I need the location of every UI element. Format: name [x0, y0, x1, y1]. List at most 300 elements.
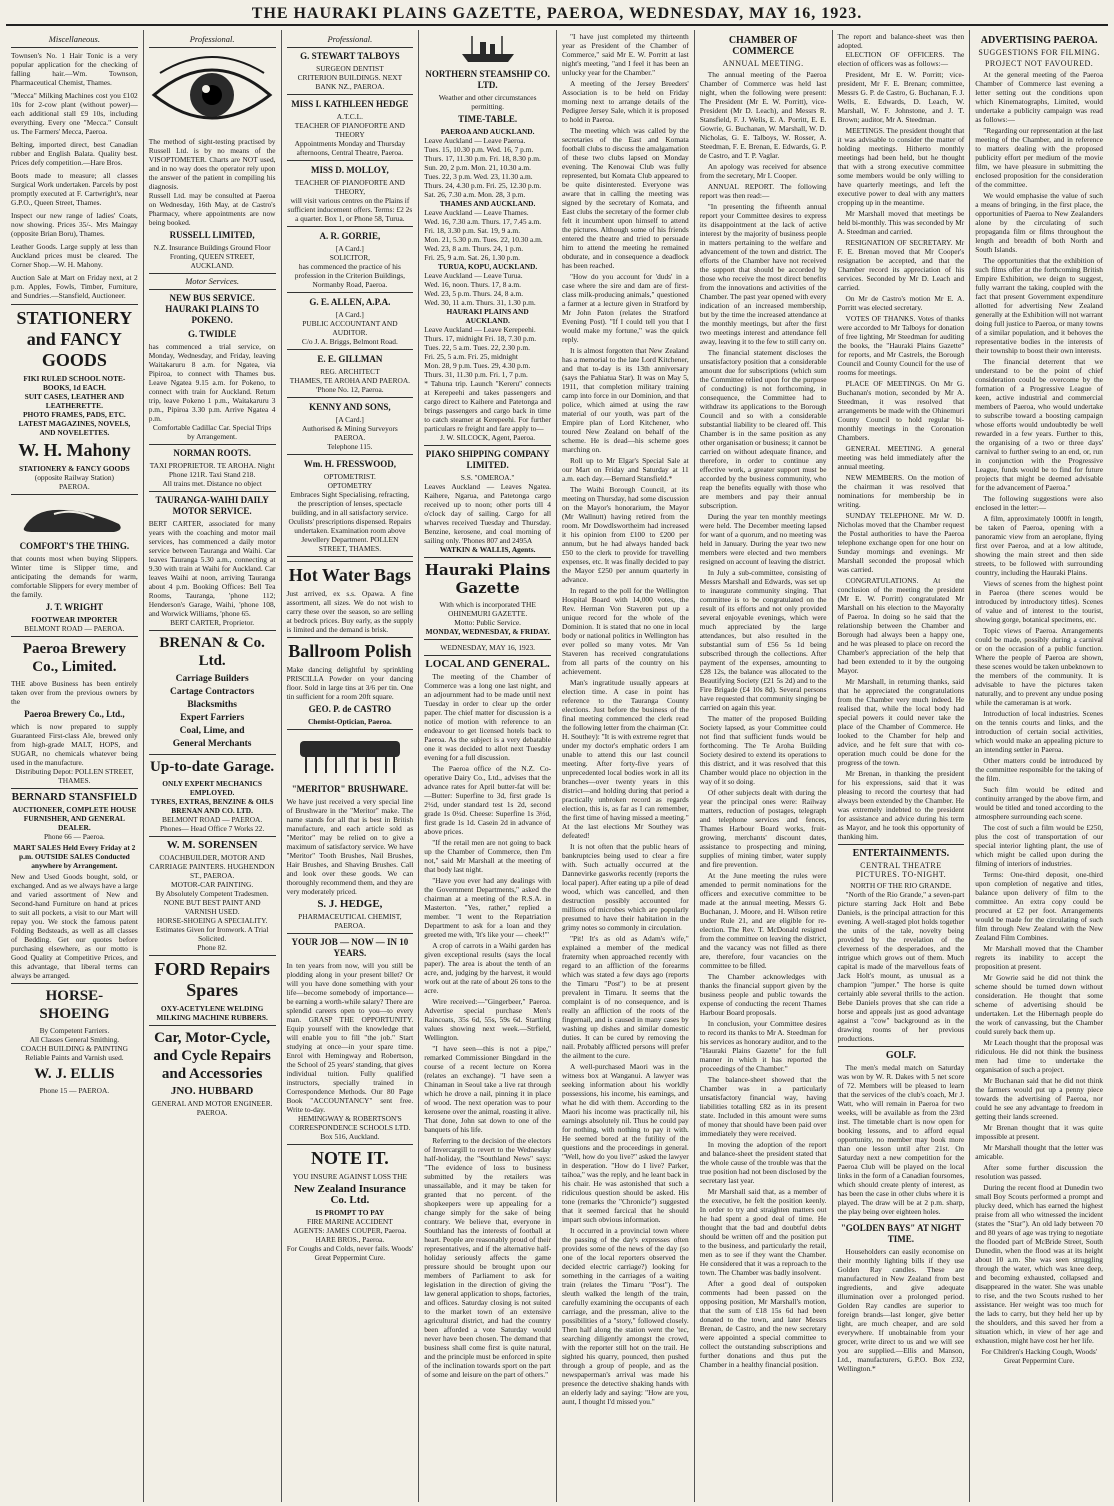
news-paragraph: "Pit! It's as old as Adam's wife," explained a member of the medical fraternity when approached recently with regard to an affliction of the forearms which was stated a few days ago (reports the Timaru "Post") to be at present prevalent in Timaru. It seems that the complaint is of no consequence, and is really an affliction of the roots of the fingernail, and is caused in many cases by washing up dishes and similar domestic duties. It can be cured by removing the nail. Probably afflicted persons will prefer the ailment to the cure. — [562, 934, 689, 1060]
timetable-note: * Tahuna trip. Launch "Kereru" connects at Kerepeehi and takes passengers and cargo direct to Kaihere and Patetonga and brings passengers and cargo back in time to catch steamer at Kerepeehi. For further particulars re freight and fare apply to— — [424, 379, 551, 433]
news-paragraph: PLACE OF MEETINGS. On Mr G. Buchanan's motion, seconded by Mr A. Steedman, it was resolved that arrangements be made with the Ohinemuri County Council to hold regular bi-monthly meetings in the Coronation Chambers. — [837, 379, 965, 442]
notice-item: Belting, imported direct, best Canadian rubber and English Balata. Quality best. Prices defy competition.—Hare Bros. — [11, 140, 138, 167]
slipper-illustration — [11, 498, 138, 538]
brenan-line: Cartage Contractors — [170, 687, 255, 697]
timetable-row: Fri. 25, 5 a.m. Fri. 25, midnight — [424, 352, 518, 361]
card-line: will visit various centres on the Plains if sufficient inducement offers. Terms: £2 2s a quarter. Box 1, or Phone 58, Turua. — [287, 196, 413, 223]
timetable-row: Leave Auckland — Leave Kerepeehi. — [424, 325, 536, 334]
card-line: OPTOMETRY — [327, 481, 373, 490]
professional-card — [287, 51, 414, 95]
note-sub: YOU INSURE AGAINST LOSS THE — [292, 1172, 408, 1181]
timetable-agent: J. W. SILCOCK, Agent, Paeroa. — [440, 433, 536, 442]
horse-shoeing-heading: HORSE-SHOEING — [39, 988, 110, 1022]
sorensen-line: By Absolutely Competent Tradesmen. — [155, 889, 269, 898]
nz-insurance-line: FIRE MARINE ACCIDENT — [306, 1217, 393, 1226]
mahony-name: W. H. Mahony — [18, 440, 131, 460]
hot-water-text: Just arrived, ex s.s. Opawa. A fine assortment, all sizes. We do not wish to carry these over the season, so are selling at bedrock prices. Buy early, as the supply is limited and the demand is brisk. — [286, 589, 414, 634]
news-paragraph: The annual meeting of the Paeroa Chamber of Commerce was held last night, when the following were present: The President (Mr E. W. Porritt), vice-President (Mr D. Leach), and Messrs R. Stansfield, F. J. Wells, E. A. Porritt, E. E. Gowrie, G. Buchanan, W. Marshall, W. D. Nicholas, G. E. Talboys, W. Rosser, A. Steedman, F. E. Brenan, E. Edwards, G. P. de Castro, and T. P. Vaglar. — [699, 70, 827, 160]
news-paragraph: The opportunities that the exhibition of such films offer at the forthcoming British Empire Exhibition, we deign to suggest, fully warrant the taking, coupled with the fact that present Government expenditure allotted for advertising New Zealand generally at the Exhibition will not warrant doing full justice to Paeroa, or many towns of a similar population, and it behoves the representative bodies in the interests of their township to boost their own interests. — [975, 256, 1103, 355]
brenan-line: General Merchants — [172, 739, 252, 749]
timetable-1-head: PAEROA AND AUCKLAND. — [440, 127, 535, 136]
section-heading: Miscellaneous. — [48, 34, 100, 44]
timetable-1 — [424, 136, 551, 199]
news-paragraph: At the general meeting of the Paeroa Chamber of Commerce last evening a letter setting out the conditions upon which Kinematographs, Limited, would undertake a publicity campaign was read as follows:— — [975, 70, 1103, 124]
column-6 — [695, 30, 833, 1502]
mahony-address: (opposite Railway Station) — [34, 473, 114, 482]
gazette-title: Hauraki Plains Gazette — [424, 561, 551, 597]
news-paragraph: Views of scenes from the highest point in Paeroa (there scenes would be introduced by introductory titles). Scenes of value and of interest to the tourist, showing gorge, botanical specimens, etc. — [975, 579, 1103, 624]
news-paragraph: Mr Brenan, in thanking the president for his expressions, said that it was pleasing to record the courtesy that had always been extended by the Chamber. He was extremely indebted to the president for assistance and advice during his term as Mayor, and he took this opportunity of thanking him. — [837, 769, 965, 841]
advertising-body — [975, 70, 1103, 1345]
timetable-4-head: HAURAKI PLAINS AND AUCKLAND. — [446, 307, 529, 325]
news-paragraph: The Waihi Borough Council, at its meeting on Thursday, had some discussion on the Mayor's honorarium, the Mayor (Mr Wallnutt) having retired from the room. Mr Dowdlswortheim had increased it his opinion from £100 to £200 per annum, but he had always handed back £50 to the clerk to provide for travelling expenses, etc. It was finally decided to pay the Mayor £250 per annum quarterly in advance. — [562, 485, 689, 584]
garage-line: ONLY EXPERT MECHANICS EMPLOYED. — [162, 779, 262, 797]
card-line: Embraces Sight Specialising, refracting, the prescription of lenses, spectacle building, and in all satisfactory service. Oculists' prescriptions dispensed. Repairs undertaken. Examination room above Jewellery Department. POLLEN STREET, THAMES. — [288, 490, 412, 553]
column-7 — [833, 30, 971, 1502]
garage-heading: Up-to-date Garage. — [150, 759, 275, 775]
news-paragraph: The meeting which was called by the secretaries of the East and Komata football clubs to discuss the amalgamation of these two clubs lapsed on Monday evening. The Kenowai Club was fully represented, but Komata Club appeared to be quite disinterested. Everyone was aware that in calling the meeting was signed by the secretary of Komata, and East clubs the secretary of the former club felt it incumbent upon himself to attend the pictures. Although some of his friends entered the theatre and tried to persuade him to attend the meeting he remained obdurate, and in consequence a deadlock has been reached. — [562, 126, 689, 270]
news-paragraph: Mr Marshall moved that meetings be held bi-monthly. This was seconded by Mr A. Steedman and carried. — [837, 209, 965, 236]
news-paragraph: ANNUAL REPORT. The following report was then read:— — [699, 182, 827, 200]
column-1 — [6, 30, 144, 1502]
horse-shoeing-list — [11, 1035, 138, 1062]
stationery-line: LATEST MAGAZINES, NOVELS, AND NOVELETTES. — [18, 419, 131, 437]
news-paragraph: A well-purchased Maori was in the witness box at Wanganui. A lawyer was seeking information about his worldly possessions, his income, his earnings, and what he did with them. According to the Maori his income was practically nil, his earnings absolutely nil. Thus he could pay for nothing, with nothing to pay it with. He seemed bored at the futility of the questions and the proceedings in general. "Well, how do you live?" asked the lawyer in desperation. "How do I live? Parker, taihoa," was the reply, and he leant back in his chair. He was astonished that such a ridiculous question should be asked. His tone (remarks the "Chronicle") suggested that it seemed farcical that he should impart such obvious information. — [562, 1062, 689, 1224]
brenan-line: Coal, Lime, and — [179, 726, 245, 736]
ballroom-heading: Ballroom Polish — [288, 641, 412, 661]
news-paragraph: Terms: One-third deposit, one-third upon completion of negative and titles, balance upon delivery of film to the committee. An extra copy could be procured at £2 per foot. Arrangements would be made for the circulating of such film through New Zealand with the New Zealand Film Combines. — [975, 870, 1103, 942]
meritor-title: "MERITOR" BRUSHWARE. — [291, 784, 409, 794]
news-paragraph: Mr Brenan thought that it was quite impossible at present. — [975, 1123, 1103, 1141]
card-line: Appointments Monday and Thursday afternoons, Central Theatre, Paeroa. — [294, 139, 406, 157]
lead-text: The report and balance-sheet was then adopted. — [837, 32, 965, 50]
card-name: KENNY AND SONS, — [309, 402, 391, 412]
professional-cards — [287, 51, 414, 557]
sorensen-name: W. M. SORENSEN — [166, 839, 258, 851]
decastro-name: GEO. P. de CASTRO — [308, 704, 392, 714]
hubbard-name: JNO. HUBBARD — [170, 1085, 254, 1097]
mahony-sub: STATIONERY & FANCY GOODS — [19, 464, 130, 473]
news-paragraph: The matter of the proposed Building Society lapsed, as your Committee could not find that sufficient funds would be forthcoming. The Te Aroha Building Society desired to extend its operations to this district, and it was resolved that this Chamber would place no objection in the way of it so doing. — [699, 714, 827, 786]
gazette-motto: Motto: Public Service. — [454, 618, 521, 627]
card-line: A.T.C.L. — [336, 112, 363, 121]
meritor-text: We have just received a very special line of Brushware in the "Meritor" make. The name stands for all that is best in British manufacture, and each article sold as "Meritor" may be relied on to give a maximum of satisfactory service. We have "Meritor" Tooth Brushes, Nail Brushes, Hair Brushes, and Shaving Brushes. Call and look over these goods. We can thoroughly recommend them, and they are very moderately priced. — [286, 797, 414, 896]
timetable-row: Wed. 23, 8 a.m. Thurs. 24, 1 p.m. — [424, 244, 524, 253]
piako-agent: WATKIN & WALLIS, Agents. — [439, 545, 536, 554]
news-paragraph: A film, approximately 1000ft in length, be taken of Paeroa, opening with a panoramic view from an aeroplane, flying first over Paeroa, and at a low altitude, showing the main street and then side streets, to be followed with surrounding country, including the Hauraki Plains. — [975, 514, 1103, 577]
news-paragraph: VOTES OF THANKS. Votes of thanks were accorded to Mr Talboys for donation of free lighting, Mr Steedman for auditing the books, the "Hauraki Plains Gazette" for reports, and Mr Castrels, the Borough Council and County Council for the use of rooms for meetings. — [837, 314, 965, 377]
news-paragraph: ELECTION OF OFFICERS. The election of officers was as follows:— — [837, 50, 965, 68]
card-name: G. STEWART TALBOYS — [300, 51, 400, 61]
news-paragraph: Mr Buchanan said that he did not think the farmers would put up a penny piece towards the advertising of Paeroa, nor could he see any advantage to freedom in getting their lands screened. — [975, 1076, 1103, 1121]
news-paragraph: In regard to the poll for the Wellington Hospital Board with 14,000 votes, the Rev. Herman Von Staveren put up a unique record for the whole of the Dominion. It is stated that no one in local body or national politics in Wellington has ever polled so many votes. Mr Van Staveren has received congratulations from all parts of the country on his achievement. — [562, 586, 689, 676]
news-paragraph: During the year ten monthly meetings were held. The December meeting lapsed for want of a quorum, and no meeting was held in January. During the year two new members were elected and two members resigned on account of leaving the district. — [699, 512, 827, 566]
column-8 — [970, 30, 1108, 1502]
horse-shoeing-sub: By Competent Farriers. — [39, 1026, 110, 1035]
russell-address: N.Z. Insurance Buildings Ground Floor Fronting, QUEEN STREET, AUCKLAND. — [153, 243, 271, 270]
advertising-sub: SUGGESTIONS FOR FILMING. — [978, 48, 1100, 57]
brewery-text-2: which is now prepared to supply Guaranteed First-class Ale, brewed only from high-grade MALT, HOPS, and SUGAR, no chemicals whatever being used in the manufacture. — [11, 722, 138, 767]
wright-name: J. T. WRIGHT — [45, 602, 104, 612]
card-line: REG. ARCHITECT — [320, 367, 380, 376]
notice-item: Townsen's No. 1 Hair Tonic is a very popular application for the checking of falling hair.—Wm. Townson, Pharmaceutical Chemist, Thames. — [11, 51, 138, 87]
roots-name: NORMAN ROOTS. — [173, 448, 251, 458]
news-paragraph: "I have just completed my thirteenth year as President of the Chamber of Commerce," said Mr E. W. Porritt at last night's meeting, "and I feel it has been an unlucky year for the Chamber." — [562, 32, 689, 77]
brenan-line: Expert Farriers — [180, 713, 245, 723]
hubbard-sub: GENERAL AND MOTOR ENGINEER. PAEROA. — [151, 1099, 273, 1117]
timetable-title: TIME-TABLE. — [458, 114, 518, 124]
card-line: 'Phone No. 12, Paeroa. — [316, 385, 384, 394]
news-paragraph: Other matters could be introduced by the committee responsible for the taking of the film. — [975, 756, 1103, 783]
stationery-list — [11, 374, 138, 437]
news-paragraph: SUNDAY TELEPHONE. Mr W. D. Nicholas moved that the Chamber request the Postal authorities to have the Paeroa telephone exchange open for one hour on Sunday mornings and evenings. Mr Marshall seconded the proposal which was carried. — [837, 511, 965, 574]
bus-title: NEW BUS SERVICE. HAURAKI PLAINS TO POKENO. — [165, 293, 259, 325]
horse-shoeing-line: Reliable Paints and Varnish used. — [25, 1053, 124, 1062]
news-paragraph: We would emphasise the value of such a means of bringing, in the first place, the opportunities of Paeroa to New Zealanders alone by the circulating of such propaganda film or films throughout the length and breadth of both North and South Islands. — [975, 191, 1103, 254]
notice-list — [11, 51, 138, 300]
professional-card — [287, 231, 414, 293]
timetable-row: Leave Auckland — Leave Paeroa. — [424, 136, 526, 145]
news-paragraph: "I have seen—this is not a pipe," remarked Commissioner Bingdard in the course of a recent lecture on Korea (relates an exchange). "I have seen a Chinaman in Seoul take a live rat through which he drove a nail, pinning it in place of wood. The next operation was to pour kerosene over the animal, roasting it alive. That done, John sat down to one of the banquets of his life. — [424, 1044, 551, 1134]
hr-name: HEMINGWAY & ROBERTSON'S CORRESPONDENCE SCHOOLS LTD. Box 516, Auckland. — [289, 1114, 411, 1141]
ballroom-text: Make dancing delightful by sprinkling PRISCILLA Powder on your dancing floor. Sold in large tins at 3/6 per tin. One tin sufficient for a room 20ft square. — [286, 665, 414, 701]
news-paragraph: The cost of such a film would be £250, plus the cost of transportation of our special interior lighting plant, the use of which might be called upon during the filming of interiors of industries. — [975, 823, 1103, 868]
horse-shoeing-line: All Classes General Smithing. — [29, 1035, 120, 1044]
news-paragraph: Mr Gowrie said he did not think the scheme should be turned down without consideration. He thought that some scheme of advertising should be undertaken. Let the Hibernagh people do the work of canvassing, but the Chamber could surely back them up. — [975, 973, 1103, 1036]
news-paragraph: "In presenting the fifteenth annual report your Committee desires to express its disappointment at the lack of active interest by the majority of business people in matters pertaining to the welfare and advancement of the town and district. The efforts of the Chamber have not received the support that should be accorded by those who receive the most direct benefits from the innovations and activities of the Chamber. The past year opened with every indication of an increased membership, but by the time the increased attendance at the monthly meetings, but after the first two meetings interest and attendance fell away, leaving it to the few to still carry on. — [699, 202, 827, 346]
stansfield-sub: AUCTIONEER, COMPLETE HOUSE FURNISHER, AND GENERAL DEALER. — [12, 805, 137, 832]
card-line: has commenced the practice of his profession in the Criterion Buildings, Normanby Road, Paeroa. — [294, 262, 405, 289]
professional-card — [287, 165, 414, 227]
news-paragraph: Man's ingratitude usually appears at election time. A case in point has reference to the Tauranga County elections. Just before the business of the final meeting commenced the clerk read the following letter from the chairman (Cr. H. Southey): "It is with extreme regret that under my doctor's emphatic orders I am unable to attend this our last council meeting. After forty-five years of unprecedented local bodies work in all its branches—over twenty years in this district—and holding during that period a practically unbroken record as regards election, this is, as far as I can remember, the first time of having missed a meeting." At the last elections Mr Southey was defeated! — [562, 678, 689, 840]
timetable-row: Tues. 22, 5 a.m. Tues. 22, 2.30 p.m. — [424, 343, 530, 352]
card-line: Telephone 115. — [327, 442, 373, 451]
news-paragraph: "Regarding our representation at the last meeting of the Chamber, and in reference to matters dealing with the proposed publicity effort per medium of the movie film, we have pleasure in submitting the enclosed proposition for the consideration of the committee. — [975, 126, 1103, 189]
card-line: TEACHER OF PIANOFORTE AND THEORY, — [294, 178, 405, 196]
advertising-foot: For Children's Hacking Cough, Woods' Great Peppermint Cure. — [981, 1347, 1098, 1365]
news-paragraph: RESIGNATION OF SECRETARY. Mr F. E. Brenan moved that Mr Cooper's resignation be accepted, and that the Chamber record its appreciation of his services. Seconded by Mr D. Leach and carried. — [837, 238, 965, 292]
decastro-sub: Chemist-Optician, Paeroa. — [307, 717, 392, 726]
notice-item: Boots made to measure; all classes Surgical Work undertaken. Parcels by post promptly executed at F. Cartwright's, near G.P.O., Queen Street, Thames. — [11, 171, 138, 207]
news-paragraph: Mr Marshall said that, as a member of the executive, he felt the position keenly. In order to try and straighten matters out he had spent a good deal of time. He thought that the bad and doubtful debts should be written off and the position put to the business, and particularly the retail, men as to see if they want the Chamber. He considered that it was a reproach to the town. The Chamber was badly insolvent. — [699, 1187, 827, 1277]
news-paragraph: In conclusion, your Committee desires to record its thanks to Mr A. Steedman for his services as honorary auditor, and to the "Hauraki Plains Gazette" for the full manner in which it has reported the proceedings of the Chamber." — [699, 1019, 827, 1073]
steamship-illustration — [424, 32, 551, 66]
news-paragraph: The meeting of the Chamber of Commerce was a long one last night, and an adjournment had to be made until next Tuesday in order to clear up the order paper. The chief matter for discussion is a notice of motion with reference to an endeavour to get licensed hotels back to Paeroa. As the subject is a very debatable one it was decided to allot next Tuesday evening for a full discussion. — [424, 672, 551, 762]
hedge-sub: PHARMACEUTICAL CHEMIST, PAEROA. — [298, 912, 402, 930]
sorensen-sub: COACHBUILDER, MOTOR AND CARRIAGE PAINTERS. HUGHENDON ST., PAEROA. — [149, 853, 275, 880]
column-2 — [144, 30, 282, 1502]
card-name: MISS D. MOLLOY, — [311, 165, 389, 175]
garage-list — [149, 779, 276, 806]
timetable-row: Sun. 20, 2 p.m. Mon. 21, 10.30 a.m. — [424, 163, 532, 172]
news-paragraph: During the recent flood at Dunedin two small Boy Scouts performed a prompt and plucky deed, which has earned the highest praise from all who witnessed the incident (states the "Star"). An old lady between 70 and 80 years of age was trying to negotiate the flooded part of McBride Street, South Dunedin, when the flood was at its height about 10 a.m. She was seen struggling through the water, which was knee deep, and becoming exhausted, collapsed and disappeared in the water. She was unable to rise, and the two Scouts rushed to her assistance. Her weight was too much for the lads to carry, but they held her up by the shoulders, and this saved her from a situation which, in view of her age and exhaustion, might have cost her her life. — [975, 1183, 1103, 1345]
section-heading: Professional. — [327, 34, 373, 44]
timetable-row: Mon. 28, 9 p.m. Tues. 29, 4.30 p.m. — [424, 361, 531, 370]
brewery-name: Paeroa Brewery Co., Ltd., — [24, 709, 125, 719]
mahony-town: PAEROA. — [59, 482, 90, 491]
chamber-sub: ANNUAL MEETING. — [722, 59, 804, 68]
timetable-2-head: THAMES AND AUCKLAND. — [439, 199, 536, 208]
hot-water-heading: Hot Water Bags — [288, 565, 412, 585]
ford-line: MILKING MACHINE RUBBERS. — [156, 1013, 268, 1022]
card-line: PUBLIC ACCOUNTANT AND AUDITOR. — [302, 319, 398, 337]
golden-bays-text: Householders can easily economise on their monthly lighting bills if they use Golden Ray candles. These are manufactured in New Zealand from best ingredients, and give adequate illumination over a prolonged period. Golden Ray candles are superior to foreign brands—last longer, give better light, are much cheaper, and are sold everywhere. If unobtainable from your grocer, write direct to us and we will see you are supplied.—Ellis and Manson, Ltd., manufacturers, G.P.O. Box 232, Wellington.* — [837, 1247, 965, 1373]
stationery-line: PHOTO FRAMES, PADS, ETC. — [22, 410, 126, 419]
card-name: G. E. ALLEN, A.P.A. — [309, 297, 391, 307]
news-paragraph: Mr Marshall, in returning thanks, said that he appreciated the congratulations from the Chamber very much indeed. He realised that, while the local body had special powers it could never take the place of the Chamber of Commerce. He looked to the Chamber for help and advice, and he felt sure that with co-operation much could be done for the progress of the town. — [837, 677, 965, 767]
card-line: SOLICITOR, — [329, 253, 371, 262]
news-paragraph: Mr Marshall thought that the letter was amicable. — [975, 1143, 1103, 1161]
brewery-text: THE above Business has been entirely taken over from the previous owners by the — [11, 679, 138, 706]
timetable-row: Leave Auckland — Leave Turua. — [424, 271, 523, 280]
garage-name: BRENAN AND CO. LTD. — [171, 806, 253, 815]
roots-text: All trains met. Distance no object — [162, 479, 262, 488]
news-paragraph: The Paeroa office of the N.Z. Co-operative Dairy Co., Ltd., advises that the advance rates for April butter-fat will be:—Butter: Superfine to 3d, first grade 1s 2½d, under standard test 1s 2d, second grade 1s 0½d. Cheese: Superfine 1s 3½d, first grade 1s 1d. Casein 2d in advance of above prices. — [424, 764, 551, 836]
card-line: SURGEON DENTIST — [316, 64, 384, 73]
card-line: CRITERION BUILDINGS. NEXT BANK NZ., PAEROA. — [297, 73, 403, 91]
ellis-name: W. J. ELLIS — [34, 1066, 115, 1082]
brush-illustration — [287, 733, 414, 781]
news-paragraph: Roll up to Mr Elgar's Special Sale at our Mart on Friday and Saturday at 11 a.m. each day.—Bernard Stansfield.* — [562, 456, 689, 483]
news-paragraph: A crop of carrots in a Waihi garden has given exceptional results (says the local paper). The area is about the tenth of an acre, and, judging by the harvest, it would work out at the rate of about 26 tons to the acre. — [424, 941, 551, 995]
professional-card — [287, 297, 414, 350]
professional-card — [287, 402, 414, 455]
notice-item: "Mecca" Milking Machines cost you £102 10s for 2-cow plant (without power)—each additional stall £9 10s, including everything. Every one "Mecca." Consult us. The Farmers' Mecca, Paeroa. — [11, 91, 138, 136]
timetable-row: Fri. 18, 3.30 p.m. Sat. 19, 9 a.m. — [424, 226, 520, 235]
piako-text: Leaves Auckland — Leaves Ngatea. Kaihere, Ngarua, and Patetonga cargo received up to noon; other ports till 4 o'clock day of sailing. Cargo for all wharves received Tuesday and Thursday. Benzine, kerosene, and coal morning of sailing only. 'Phones 807 and 2495A — [424, 482, 551, 545]
brenan-heading: BRENAN & Co. Ltd. — [159, 635, 265, 669]
timetable-row: Mon. 21, 5.30 p.m. Tues. 22, 10.30 a.m. — [424, 235, 543, 244]
entertainments-text: "North of the Rio Grande," a seven-part picture starring Jack Holt and Bebe Daniels, is the principal attraction for this evening. A well-staged plot holds together the units of the tale, novelty being provided by the revelation of the cleverness of the desperadoes, and the intrigue which grows out of them. Much capital is made of the marvellous feats of Jack Holt's mount, as unusual as a champion "jumper." The horse is quite certainly able several thrills to the action. Bebe Daniels proves that she can ride a horse and appeals just as good advantage against a "cow" background as in the drawing rooms of her previous productions. — [837, 890, 965, 1043]
news-paragraph: After some further discussion the resolution was passed. — [975, 1163, 1103, 1181]
brenan-line: Blacksmiths — [187, 700, 237, 710]
chamber-continued-body — [838, 50, 965, 841]
newspaper-page — [6, 4, 1108, 1502]
news-paragraph: It is almost forgotten that New Zealand has a memorial to the late Lord Kitchener, and that to-day is its 13th anniversary (says the Pahiatua Star). It was on May 5, 1911, that completion military training camp into force in our Dominion, and that police, which aimed at using the raw material of our youth, was part of the Empire plan of Lord Kitchener, who toured New Zealand on behalf of the scheme. He is dead—his scheme goes marching on. — [562, 346, 689, 454]
stationery-line: FIKI RULED SCHOOL NOTE-BOOKS, 1d EACH. — [23, 374, 126, 392]
news-paragraph: Mr Leach thought that the proposal was ridiculous. He did not think the business men had time to undertake the organisation of such a project. — [975, 1038, 1103, 1074]
news-paragraph: The financial statement discloses the unsatisfactory position that a considerable amount due for subscriptions (which sum the Committee relied upon for the purpose of conducting) is not forthcoming, in consequence, the Committee had to withdraw its applications to the Borough Council and so with a considerable substantial liability to be cleared off. This Chamber is in the same position as any other organisation or business; it cannot be carried on without adequate finance, and therefore, in order to continue any effective work, a greater support must be accorded by the business community, who reap the benefits equally with those who are members and pay their annual subscription. — [699, 348, 827, 510]
advertising-title: ADVERTISING PAEROA. — [980, 35, 1098, 46]
steamship-icon — [458, 32, 518, 64]
news-paragraph: President, Mr E. W. Porritt; vice-president, Mr F. E. Brenan; committee, Messrs G. P. de Castro, G. Buchanan, F. J. Wells, E. Edwards, D. Leach, W. Marshall, W. F. Johnstone, and J. T. Brown; auditor, Mr A. Steedman. — [837, 70, 965, 124]
car-repairs-heading: Car, Motor-Cycle, and Cycle Repairs and Accessories — [153, 1030, 271, 1082]
card-line: [A Card.] — [335, 415, 364, 424]
brewery-depot: Distributing Depot: POLLEN STREET, THAMES. — [15, 767, 134, 785]
timetable-row: Wed. 16, 7.30 a.m. Thurs. 17, 7.45 a.m. — [424, 217, 542, 226]
local-general-body — [424, 672, 551, 1379]
garage-line: TYRES, EXTRAS, BENZINE & OILS — [150, 797, 274, 806]
garage-address: BELMONT ROAD — PAEROA. — [162, 815, 263, 824]
tauranga-text: BERT CARTER, associated for many years with the coaching and motor mail services, has commenced a daily motor service between Tauranga and Waihi. Car leaves Tauranga 5.30 a.m., connecting at 9.30 with train at Waihi for Auckland. Car leaves Waihi at noon, arriving Tauranga about 4 p.m. Booking Offices: Bell Tea Rooms, Tauranga, 'phone 112; Henderson's Garage, Waihi, 'phone 108, and Worwick Williams, 'phone 65. — [148, 519, 276, 618]
timetable-row: Wed. 23, 5 p.m. Thurs. 24, 8 a.m. — [424, 289, 524, 298]
timetable-row: Tues. 22, 3 p.m. Wed. 23, 11.30 a.m. — [424, 172, 533, 181]
notice-item: Auction Sale at Mart on Friday next, at 2 p.m. Apples, Fowls, Timber, Furniture, and Sundries.—Stansfield, Auctioneer. — [11, 273, 138, 300]
news-paragraph: The following suggestions were also enclosed in the letter:— — [975, 494, 1103, 512]
nz-insurance-name: New Zealand Insurance Co. Ltd. — [293, 1183, 406, 1206]
wright-address: BELMONT ROAD — PAEROA. — [24, 624, 125, 633]
news-paragraph: Wire received:—"Gingerbeer," Paeroa. Advertise special purchase Men's Raincoats, 35s 6d, 55s, 59s 6d. Startling values showing next week.—Strfield, Wellington. — [424, 997, 551, 1042]
nz-insurance-list — [287, 1217, 414, 1244]
motor-section-heading: Motor Services. — [185, 276, 240, 286]
ford-list — [149, 1004, 276, 1022]
news-paragraph: MEETINGS. The president thought that it was advisable to consider the matter of holding meetings. Hitherto monthly meetings had been held, but he thought that with a strong executive committee some members would be only willing to have quarterly meetings, and left the executive power to deal with any matters cropping up in the meantime. — [837, 126, 965, 207]
news-paragraph: GENERAL MEETING. A general meeting was held immediately after the annual meeting. — [837, 444, 965, 471]
columns — [6, 30, 1108, 1502]
stationery-line: SUIT CASES, LEATHER AND LEATHERETTE. — [24, 392, 125, 410]
hedge-name: S. J. HEDGE, — [317, 898, 383, 910]
news-paragraph: NEW MEMBERS. On the motion of the chairman it was resolved that nominations for membership be in writing. — [837, 473, 965, 509]
news-paragraph: At the June meeting the rules were amended to permit nominations for the officers and executive committee to be made at the annual meeting, Messrs G. Buchanan, J. Moore, and H. Wilson retire under Rule 21, and are eligible for re-election. The Rev. T. McDonald resigned from the committee on leaving the district, and the vacancy was not filled as there are, therefore, four vacancies on the committee to be filled. — [699, 871, 827, 970]
timetable-4 — [424, 325, 551, 379]
job-text: In ten years from now, will you still be plodding along in your present billet? Or will you have done something with your life—become somebody of importance—be earning a worth-while salary? There are splendid careers open to you—to every man. GRASP THE OPPORTUNITY. Equip yourself with the knowledge that will enable you to fill "the job." Start studying at once—in your spare time. Enrol with Hemingway and Robertson, the School of 25 years' standing, that gives individual tuition. Fully qualified instructors, specially trained in Correspondence Methods. Our 80 Page Book "ACCOUNTANCY" sent free. Write to-day. — [286, 961, 414, 1114]
timetable-row: Wed. 16, noon. Thurs. 17, 8 a.m. — [424, 280, 522, 289]
eye-icon — [150, 51, 274, 135]
ford-line: OXY-ACETYLENE WELDING — [160, 1004, 264, 1013]
entertainments-title: ENTERTAINMENTS. — [852, 848, 950, 859]
entertainments-text-wrap — [838, 890, 965, 1043]
golf-text: The men's medal match on Saturday was won by W. R. Dakes with 5 net score of 72. Members will be pleased to learn that the services of the club's coach, Mr J. Watt, who will remain in Paeroa for two weeks, will be available as from the 23rd inst. The timetable chart is now open for booking lessons, and to afford equal opportunity, no member may book more than one lesson until after 21st. On Saturday next a new competition for the Paeroa Club will be played on the local links in the form of a Canadian foursomes, which should create plenty of interest, as has been the case in other clubs where it is played. The draw will be at 2 p.m. sharp, the play being over eighteen holes. — [837, 1063, 965, 1216]
dateline: WEDNESDAY, MAY 16, 1923. — [440, 643, 535, 652]
note-heading: NOTE IT. — [311, 1148, 389, 1168]
entertainments-sub: CENTRAL THEATRE PICTURES. TO-NIGHT. — [855, 861, 947, 879]
news-paragraph: It occurred in a provincial town where the passing of the day's expresses often provides some of the news of the day (so one of the local reporters observed the decided electric carriage?) looking for something in the carriages of a waiting train (relates the Timaru "Post"). The sleuth walked the length of the train, carefully examining the occupants of each carriage, and the pressman, alive to the possibilities of a "story," followed closely. Then half along the station went the 'tec, searching diligently amongst the crowd, with the reporter still hot on the trail. He sighted his quarry, pounced, then pushed through a group of people, and as the newspaperman's arrival was made his presence the detective shaking hands with an elderly lady and saying: "How are you, aunt, I thought I'd missed you." — [562, 1226, 689, 1406]
roots-sub: TAXI PROPRIETOR. TE AROHA. Night Phone 121R. Taxi Stand 218. — [149, 461, 275, 479]
gazette-days: MONDAY, WEDNESDAY, & FRIDAY. — [425, 627, 550, 636]
chamber-body — [700, 70, 827, 1369]
card-line: TEACHER OF PIANOFORTE AND THEORY — [294, 121, 405, 139]
news-paragraph: "How do you account for 'duds' in a case where the sire and dam are of first-class milk-producing animals," questioned a farmer at a lecture given in Stratford by Mr John Paton (relates the Stratford Evening Post). "If I could tell you that I would make my fortune," was the quick reply. — [562, 272, 689, 344]
card-name: A. R. GORRIE, — [319, 231, 381, 241]
ford-heading: FORD Repairs Spares — [154, 959, 270, 1000]
timetable-row: Wed. 30, 11 a.m. Thurs. 31, 1.30 p.m. — [424, 298, 536, 307]
wright-sub: FOOTWEAR IMPORTER — [31, 615, 118, 624]
news-paragraph: Mr Marshall moved that the Chamber regrets its inability to accept the proposition at present. — [975, 944, 1103, 971]
column-5 — [557, 30, 695, 1502]
stationery-heading: STATIONERY and FANCY GOODS — [16, 308, 133, 370]
news-paragraph: "If the retail men are not going to back up the Chamber of Commerce, then I'm not," said Mr Marshall at the meeting of that body last night. — [424, 838, 551, 874]
garage-phones: Phones— Head Office 7 Works 22. — [160, 824, 265, 833]
shipping-title: NORTHERN STEAMSHIP CO. LTD. — [425, 69, 550, 90]
tauranga-sign: BERT CARTER, Proprietor. — [170, 618, 255, 627]
mart-text: New and Used Goods bought, sold, or exchanged. And as we always have a large and varied assortment of New and Second-hand Furniture on hand at prices to suit all pockets, a visit to our Mart will repay you. We stock the famous patent Folding Bedsteads, as well as all classes of Bedding. Get our quotes before purchasing elsewhere, as our motto is Good Quality at Competitive Prices, and this advantage, that liberal terms can always be arranged. — [11, 872, 138, 980]
news-paragraph: In moving the adoption of the report and balance-sheet the president stated that the whole cause of the trouble was that the true position had not been disclosed by the secretary last year. — [699, 1140, 827, 1185]
professional-card — [287, 459, 414, 557]
golden-bays-title: "GOLDEN BAYS" AT NIGHT TIME. — [840, 1223, 961, 1244]
stansfield-phone: Phone 66 — Paeroa. — [43, 832, 105, 841]
news-paragraph: An apology was received for absence from the secretary, Mr I. Cooper. — [699, 162, 827, 180]
sorensen-line: Estimates Given for Ironwork. A Trial Solicited. — [155, 925, 269, 943]
masthead: THE HAURAKI PLAINS GAZETTE, PAEROA, WEDNESDAY, MAY 16, 1923. — [6, 4, 1108, 26]
section-heading: Professional. — [189, 34, 235, 44]
timetable-row: Thurs. 17, midnight Fri. 18, 7.30 p.m. — [424, 334, 537, 343]
news-paragraph: After a good deal of outspoken comments had been passed on the opposing position, Mr Marshall's motion, that the sum of £18 15s 6d had been donated to the town, and later Messrs Brenan, de Castro, and the new secretary were appointed a special committee to collect the outstanding subscriptions and further donations and thus put the Chamber in a healthy financial position. — [699, 1279, 827, 1369]
news-paragraph: Such film would be edited and continuity arranged by the above firm, and would be titled and toned according to the atmosphere surrounding each scene. — [975, 785, 1103, 821]
news-body — [562, 32, 689, 1406]
comfort-text: that counts most when buying Slippers. Winter time is Slipper time, and anticipating the demands for warm, comfortable Slippers for every member of the family. — [11, 554, 138, 599]
column-3 — [282, 30, 420, 1502]
news-paragraph: Referring to the decision of the electors of Invercargill to revert to the Wednesday half-holiday, the "Southland News" says: "The evidence of loss to business submitted by the retailers was unassailable, and it may be taken for granted that no percent. of the shopkeepers were up appealing for a change simply for the sake of being contrary. We believe that, everyone in Southland has the interests of football at heart. People are reasonably proud of their representatives, and if the alternative half-holiday seriously affects the game pressure should be brought upon our members of Parliament to ask for legislation in the direction of giving the law general application to shops, factories, and offices. Saturday closing is not suited to the market town of an extensive agricultural district, and had the country been afforded a vote Saturday would never have been chosen. The demand that business shall come first is quite natural, and the principle must be enforced in spite of the inclination towards sport on the part of some and leisure on the part of others." — [424, 1136, 551, 1379]
timetable-row: Fri. 25, 9 a.m. Sat. 26, 1.30 p.m. — [424, 253, 520, 262]
piako-ship: S.S. "OMEROA." — [460, 473, 515, 482]
news-paragraph: "Have you ever had any dealings with the Government Departments," asked the chairman at a meeting of the R.S.A. in Masterton. "Yes, rather," replied a member. "I went to the Repatriation Department to ask for a loan and they greeted me with, 'It's like your — cheek!'" — [424, 876, 551, 939]
timetable-3 — [424, 271, 551, 307]
column-4 — [419, 30, 557, 1502]
eye-text-2: Russell Ltd. may be consulted at Paeroa on Wednesday, 16th May, at de Castro's Pharmacy, where appointments are now being booked. — [148, 191, 276, 227]
timetable-row: Sat. 26, 7.30 a.m. Mon. 28, 3 p.m. — [424, 190, 526, 199]
timetable-row: Thurs. 24, 4.30 p.m. Fri. 25, 12.30 p.m. — [424, 181, 542, 190]
advertising-sub-2: PROJECT NOT FAVOURED. — [984, 59, 1094, 68]
entertainments-head: NORTH OF THE RIO GRANDE. — [850, 881, 952, 890]
card-line: THAMES, TE AROHA AND PAEROA. — [289, 376, 411, 385]
golden-bays-text-wrap — [838, 1247, 965, 1373]
ellis-phone: Phone 15 — PAEROA. — [39, 1086, 110, 1095]
stansfield-name: BERNARD STANSFIELD — [11, 791, 138, 803]
notice-item: Leather Goods. Large supply at less than Auckland prices must be cleared. The Corner Shop.—W. H. Mahony. — [11, 242, 138, 269]
brush-icon — [290, 733, 410, 779]
news-paragraph: CONGRATULATIONS. At the conclusion of the meeting the president (Mr E. W. Porritt) congratulated Mr Marshall on his election to the Mayoralty of Paeroa. In doing so he said that the relationship between the Chamber and Borough had always been a happy one, and he was pleased to place on record the Chamber's appreciation of the help that had been extended to it by the outgoing Mayor. — [837, 576, 965, 675]
shipping-sub: Weather and other circumstances permitting. — [438, 93, 537, 111]
card-line: C/o J. A. Briggs, Belmont Road. — [301, 337, 398, 346]
sorensen-list — [149, 880, 276, 952]
nz-insurance-foot: For Coughs and Colds, never fails. Woods' Great Peppermint Cure. — [286, 1244, 413, 1262]
slipper-icon — [14, 498, 134, 536]
brenan-list — [149, 673, 276, 751]
card-name: MISS I. KATHLEEN HEDGE — [291, 99, 409, 109]
card-name: E. E. GILLMAN — [317, 354, 383, 364]
notice-item: Inspect our new range of ladies' Coats, now showing. Prices 35/-. Mrs Maingay (opposite Brian Boru), Thames. — [11, 211, 138, 238]
golf-title: GOLF. — [885, 1050, 916, 1061]
piako-title: PIAKO SHIPPING COMPANY LIMITED. — [425, 449, 550, 470]
russell-name: RUSSELL LIMITED, — [169, 230, 255, 240]
news-paragraph: On Mr de Castro's motion Mr E. A. Porritt was elected secretary. — [837, 294, 965, 312]
news-paragraph: In July a sub-committee, consisting of Messrs Marshall and Edwards, was set up to inaugurate community singing. That committee is to be congratulated on the result of its efforts and not only provided several enjoyable evenings, which were much appreciated by the large attendances, but also resulted in the substantial sum of £56 5s 1d being subscribed through the collections. After payment of the expenses, amounting to £28 12s, the balance was allocated to the Beautifying Society (£21 5s 2d) and to the Fire Brigade (£4 10s 8d). Several persons have requested that community singing be carried on again this year. — [699, 568, 827, 712]
gazette-sub: With which is incorporated THE OHINEMURI GAZETTE. — [439, 600, 536, 618]
news-paragraph: It is not often that the public hears of bankruptcies being used to clear a fire with. Such actually occurred at the Dannevirke gasworks recently (reports the local paper). After eating up a pile of dead wood, which was cancelled, and then destruction possibly accounted for millions of microbes which are popularly presumed to have their habitation in the grimy notes so commonly in circulation. — [562, 842, 689, 932]
card-line: [A Card.] — [335, 310, 364, 319]
timetable-row: Tues. 15, 10.30 p.m. Wed. 16, 7 p.m. — [424, 145, 534, 154]
twidle-car: Comfortable Cadillac Car. Special Trips by Arrangement. — [152, 423, 272, 441]
nz-insurance-sub: IS PROMPT TO PAY — [315, 1208, 385, 1217]
horse-shoeing-line: COACH BUILDING & PAINTING — [20, 1044, 128, 1053]
news-paragraph: Topic views of Paeroa. Arrangements could be made, possibly during a carnival or on the occasion of a public function. Where the people of Paeroa are shown, these scenes would be taken unbeknown to the members of the community. It is advisable to have the pictures taken naturally, and to prevent any undue posing while the cameraman is at work. — [975, 626, 1103, 707]
timetable-3-head: TURUA, KOPU, AUCKLAND. — [438, 262, 538, 271]
tauranga-title: TAURANGA-WAIHI DAILY MOTOR SERVICE. — [155, 495, 269, 516]
comfort-title: COMFORT'S THE THING. — [19, 541, 130, 551]
timetable-row: Thurs. 17, 11.30 p.m. Fri. 18, 8.30 p.m. — [424, 154, 541, 163]
golf-text-wrap — [838, 1063, 965, 1216]
news-paragraph: A meeting of the Jersey Breeders' Association is to be held on Friday morning next to arrange details of the Pedigree Jersey Sale, which it is proposed to hold in Paeroa. — [562, 79, 689, 124]
brenan-line: Carriage Builders — [175, 674, 249, 684]
timetable-row: Thurs. 31, 11.30 p.m. Fri. 1, 7 p.m. — [424, 370, 528, 379]
timetable-2 — [424, 208, 551, 262]
news-paragraph: Of other subjects dealt with during the year the principal ones were: Railway matters, reduction of postages, telegraph and telephone services and fences, Thames Harbour Board works, fruit-growing, merchants' discount dates, assistance to prospecting and mining, supplies of mining timber, water supply and fire prevention. — [699, 788, 827, 869]
eye-illustration — [149, 51, 276, 137]
news-paragraph: The balance-sheet showed that the Chamber was in a particularly unsatisfactory financial way, having liabilities totalling £82 as in its present state. Included in this amount were sums of money that should have been paid over immediately they were received. — [699, 1075, 827, 1138]
local-general-title: LOCAL AND GENERAL. — [425, 658, 550, 670]
sorensen-line: Phone 82. — [197, 943, 227, 952]
card-line: OPTOMETRIST. — [323, 472, 376, 481]
news-paragraph: The Chamber acknowledges with thanks the financial support given by the business people and public towards the expense of conducting the recent Thames Harbour Board proposals. — [699, 972, 827, 1017]
brewery-heading: Paeroa Brewery Co., Limited. — [22, 641, 126, 675]
news-paragraph: Introduction of local industries. Scenes on the tennis courts and links, and the introduction of certain social activities, which would make an appealing picture to an intending settler in Paeroa. — [975, 709, 1103, 754]
eye-text: The method of sight-testing practised by Russell Ltd. is by no means of the VISOPTOMETER. Charts are NOT used, and in no way does the operator rely upon the answer of the patient in compiling his diagnosis. — [148, 137, 276, 191]
sorensen-line: MOTOR-CAR PAINTING. — [171, 880, 254, 889]
news-paragraph: The financial deterrent that we understand to be the point of chief consideration could be overcome by the formation of a Progressive League of keen, active industrial and commercial members of Paeroa, who would undertake to subscribe toward a boosting campaign whose efforts would undoubtedly be well rewarded in a few years. Further to this, the organising of a two or three days' carnival to further swing to an end, or, run in conjunction with the Progressive League, funds would be to find for future projects that might be deemed advisable for the advancement of Paeroa." — [975, 357, 1103, 492]
job-title: YOUR JOB — NOW — IN 10 YEARS. — [291, 937, 409, 958]
chamber-title: CHAMBER OF COMMERCE — [728, 35, 798, 57]
card-name: Wm. H. FRESSWOOD, — [303, 459, 396, 469]
